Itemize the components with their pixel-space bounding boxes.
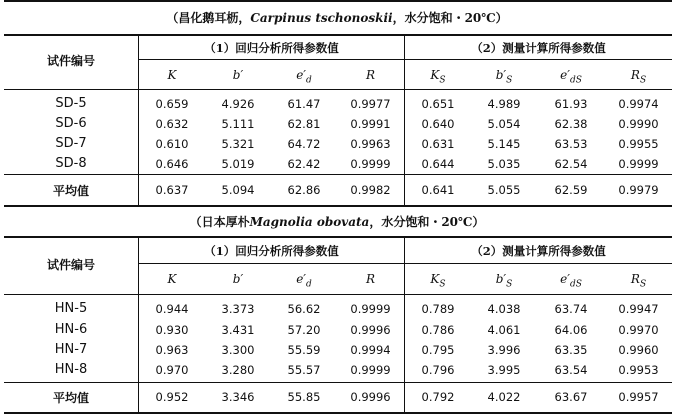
- table1-caption-species: Carpinus tschonoskii: [250, 11, 393, 25]
- table1-group-rule: [139, 59, 672, 60]
- table2-mean-label: 平均值: [52, 391, 89, 405]
- table2-cell: 3.996: [487, 343, 521, 357]
- table1-mean-cell: 62.86: [287, 183, 321, 197]
- table1-top-rule: [4, 0, 672, 2]
- table1-col-bS: $b'_S$: [495, 68, 513, 86]
- table1-cell: 5.145: [487, 137, 521, 151]
- table2-mean-rule: [4, 382, 672, 383]
- table1-row-header: 试件编号: [46, 54, 95, 68]
- table2-cell: 0.9999: [350, 363, 391, 377]
- table1-cell: 5.111: [221, 117, 255, 131]
- table2-cell: 0.9960: [618, 343, 659, 357]
- table2-row-id: HN-6: [54, 322, 88, 337]
- table2-cell: 0.9994: [350, 343, 391, 357]
- table1-row-id: SD-8: [55, 156, 87, 171]
- table1-col-R: R: [365, 68, 376, 82]
- table1-cell: 0.9990: [618, 117, 659, 131]
- table1-cell: 0.640: [421, 117, 455, 131]
- table2-cell: 3.373: [221, 302, 255, 316]
- table1-cell: 5.019: [221, 157, 255, 171]
- table1-mean-rule: [4, 174, 672, 175]
- table1-cell: 0.610: [155, 137, 189, 151]
- table2-row-id: HN-7: [54, 342, 88, 357]
- table2-cell: 56.62: [287, 302, 321, 316]
- table2-caption: [0, 213, 674, 230]
- table1-cell: 0.632: [155, 117, 189, 131]
- table2-bottom-rule: [4, 412, 672, 414]
- table2-cell: 0.796: [421, 363, 455, 377]
- table2-cell: 0.789: [421, 302, 455, 316]
- table1-group1-header: （1）回归分析所得参数值: [204, 41, 339, 55]
- table2-cell: 63.74: [554, 302, 588, 316]
- table2-cell: 3.280: [221, 363, 255, 377]
- table1-cell: 0.9974: [618, 97, 659, 111]
- table2-mean-cell: 3.346: [221, 390, 255, 404]
- table1-cell: 0.644: [421, 157, 455, 171]
- table1-cell: 0.9999: [618, 157, 659, 171]
- table2-col-b: b′: [232, 272, 244, 286]
- table2-cell: 0.930: [155, 323, 189, 337]
- table1-row-id: SD-5: [55, 96, 87, 111]
- table2-col-K: K: [167, 272, 177, 286]
- table1-cell: 5.035: [487, 157, 521, 171]
- table2-header-rule: [4, 236, 672, 238]
- table1-cell: 0.659: [155, 97, 189, 111]
- table1-cell: 62.54: [554, 157, 588, 171]
- table2-cell: 55.59: [287, 343, 321, 357]
- table1-cell: 61.47: [287, 97, 321, 111]
- table2-row-header: 试件编号: [46, 258, 95, 272]
- table1-mean-cell: 0.9982: [350, 183, 391, 197]
- table2-mean-cell: 0.9996: [350, 390, 391, 404]
- table2-mean-cell: 63.67: [554, 390, 588, 404]
- table2-group2-header: （2）测量计算所得参数值: [471, 244, 606, 258]
- table2-cell: 4.038: [487, 302, 521, 316]
- table1-cell: 0.9963: [350, 137, 391, 151]
- table2-group-rule: [139, 263, 672, 264]
- table2-col-bS: $b'_S$: [495, 272, 513, 290]
- table2-cell: 0.9970: [618, 323, 659, 337]
- table1-subheader-rule: [4, 89, 672, 90]
- table2-cell: 63.35: [554, 343, 588, 357]
- table2-mean-cell: 0.952: [155, 390, 189, 404]
- table1-cell: 0.9977: [350, 97, 391, 111]
- table2-cell: 3.300: [221, 343, 255, 357]
- table2-cell: 57.20: [287, 323, 321, 337]
- table1-header-rule: [4, 34, 672, 36]
- table2-col-RS: $R_S$: [630, 272, 647, 290]
- table1-cell: 0.651: [421, 97, 455, 111]
- table2-cell: 0.9947: [618, 302, 659, 316]
- table1-cell: 0.646: [155, 157, 189, 171]
- table1-col-K: K: [167, 68, 177, 82]
- table2-mean-cell: 55.85: [287, 390, 321, 404]
- table1-cell: 0.9991: [350, 117, 391, 131]
- table2-col-ed: $e'_d$: [296, 272, 312, 290]
- table2-cell: 0.9953: [618, 363, 659, 377]
- table1-col-RS: $R_S$: [630, 68, 647, 86]
- table2-cell: 0.944: [155, 302, 189, 316]
- table2-cell: 0.9996: [350, 323, 391, 337]
- table1-caption: [0, 9, 674, 26]
- table1-cell: 0.631: [421, 137, 455, 151]
- table1-col-edS: $e'_{dS}$: [560, 68, 582, 86]
- table2-cell: 64.06: [554, 323, 588, 337]
- table2-cell: 0.9999: [350, 302, 391, 316]
- table2-row-id: HN-8: [54, 362, 88, 377]
- table1-mean-cell: 0.637: [155, 183, 189, 197]
- table2-cell: 0.963: [155, 343, 189, 357]
- table1-cell: 64.72: [287, 137, 321, 151]
- table1-mean-cell: 5.094: [221, 183, 255, 197]
- table2-cell: 0.786: [421, 323, 455, 337]
- table1-cell: 63.53: [554, 137, 588, 151]
- table1-cell: 5.054: [487, 117, 521, 131]
- table1-mean-cell: 0.641: [421, 183, 455, 197]
- table2-col-KS: $K_S$: [430, 272, 446, 290]
- table1-group2-header: （2）测量计算所得参数值: [471, 41, 606, 55]
- table2-caption-species: Magnolia obovata: [249, 215, 370, 229]
- table2-group1-header: （1）回归分析所得参数值: [204, 244, 339, 258]
- table2-cell: 0.970: [155, 363, 189, 377]
- table2-col-R: R: [365, 272, 376, 286]
- table2-subheader-rule: [4, 294, 672, 295]
- table1-mean-cell: 0.9979: [618, 183, 659, 197]
- table2-row-id: HN-5: [54, 301, 88, 316]
- table1-cell: 62.42: [287, 157, 321, 171]
- table2-caption-post: ，水分饱和・20℃）: [369, 215, 485, 229]
- table1-col-b: b′: [232, 68, 244, 82]
- table2-cell: 3.995: [487, 363, 521, 377]
- table2-caption-pre: （日本厚朴: [189, 215, 250, 229]
- table1-mean-cell: 5.055: [487, 183, 521, 197]
- table1-cell: 62.38: [554, 117, 588, 131]
- table1-caption-post: ，水分饱和・20℃）: [392, 11, 508, 25]
- table1-cell: 62.81: [287, 117, 321, 131]
- table1-row-id: SD-6: [55, 116, 87, 131]
- table2-cell: 0.795: [421, 343, 455, 357]
- table1-mean-cell: 62.59: [554, 183, 588, 197]
- table1-bottom-rule: [4, 205, 672, 207]
- table1-cell: 0.9955: [618, 137, 659, 151]
- table2-col-edS: $e'_{dS}$: [560, 272, 582, 290]
- table1-cell: 0.9999: [350, 157, 391, 171]
- table2-mean-cell: 4.022: [487, 390, 521, 404]
- table2-mean-cell: 0.9957: [618, 390, 659, 404]
- table1-cell: 4.926: [221, 97, 255, 111]
- table1-cell: 4.989: [487, 97, 521, 111]
- table2-cell: 4.061: [487, 323, 521, 337]
- table1-cell: 61.93: [554, 97, 588, 111]
- table1-mean-label: 平均值: [52, 184, 89, 198]
- table1-caption-pre: （昌化鹅耳枥，: [166, 11, 251, 25]
- table2-mean-cell: 0.792: [421, 390, 455, 404]
- table1-cell: 5.321: [221, 137, 255, 151]
- table2-cell: 3.431: [221, 323, 255, 337]
- table1-col-ed: $e'_d$: [296, 68, 312, 86]
- table2-cell: 55.57: [287, 363, 321, 377]
- table1-row-id: SD-7: [55, 136, 87, 151]
- table2-cell: 63.54: [554, 363, 588, 377]
- table1-col-KS: $K_S$: [430, 68, 446, 86]
